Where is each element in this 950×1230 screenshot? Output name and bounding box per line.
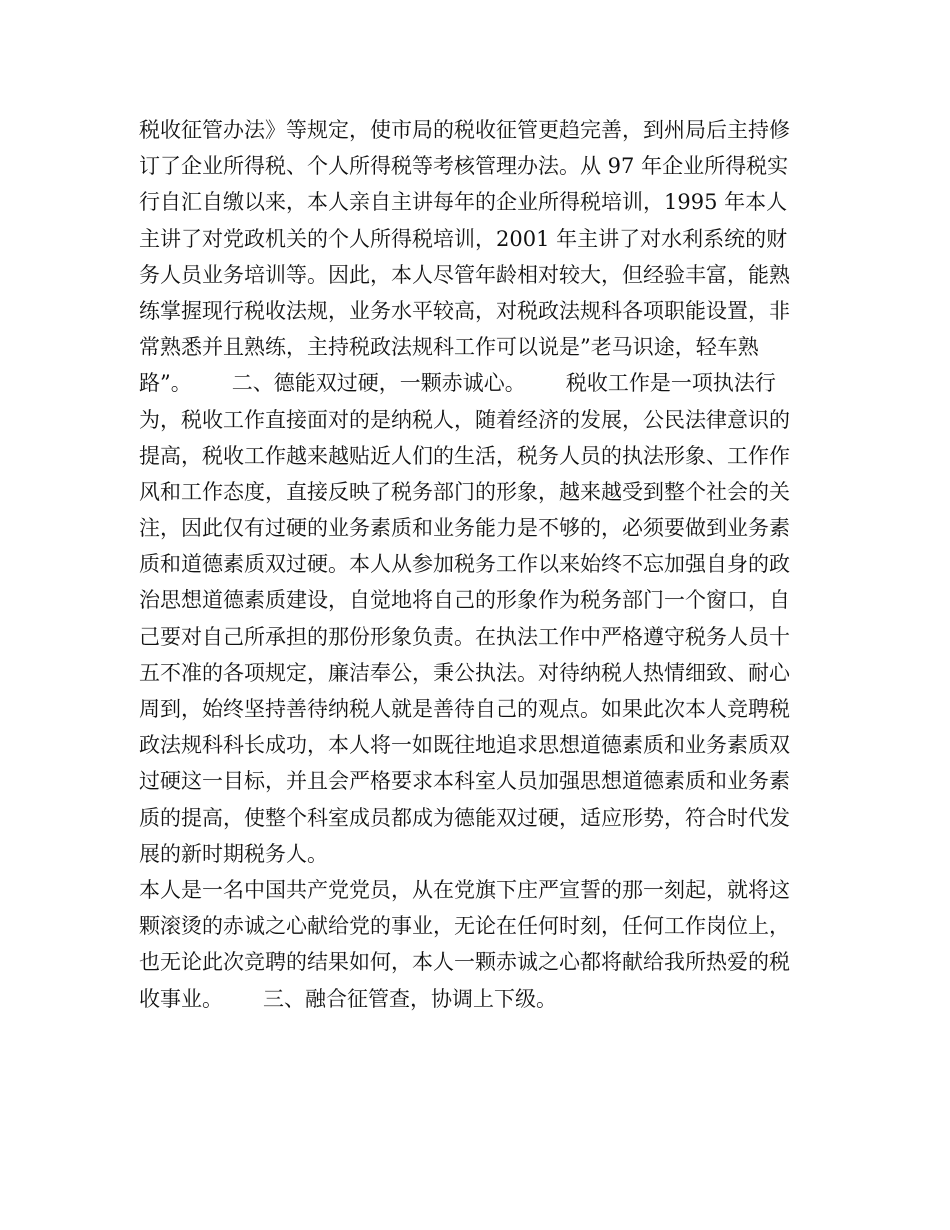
text-line: 过硬这一目标，并且会严格要求本科室人员加强思想道德素质和业务素 [139, 769, 790, 794]
text-line: 订了企业所得税、个人所得税等考核管理办法。从 97 年企业所得税实 [139, 154, 789, 179]
text-line: 为，税收工作直接面对的是纳税人，随着经济的发展，公民法律意识的 [139, 407, 790, 432]
text-line: 五不准的各项规定，廉洁奉公，秉公执法。对待纳税人热情细致、耐心 [139, 660, 790, 685]
text-line: 收事业。 三、融合征管查，协调上下级。 [139, 986, 558, 1011]
text-line: 展的新时期税务人。 [139, 841, 328, 866]
text-line: 质的提高，使整个科室成员都成为德能双过硬，适应形势，符合时代发 [139, 805, 790, 830]
text-line: 主讲了对党政机关的个人所得税培训，2001 年主讲了对水利系统的财 [139, 226, 788, 251]
text-line: 颗滚烫的赤诚之心献给党的事业，无论在任何时刻，任何工作岗位上， [139, 914, 790, 939]
text-line: 常熟悉并且熟练，主持税政法规科工作可以说是”老马识途，轻车熟 [139, 335, 759, 360]
text-line: 本人是一名中国共产党党员，从在党旗下庄严宣誓的那一刻起，就将这 [139, 877, 790, 902]
text-line: 务人员业务培训等。因此，本人尽管年龄相对较大，但经验丰富，能熟 [139, 262, 790, 287]
text-line: 周到，始终坚持善待纳税人就是善待自己的观点。如果此次本人竞聘税 [139, 697, 790, 721]
text-line: 风和工作态度，直接反映了税务部门的形象，越来越受到整个社会的关 [139, 479, 790, 504]
text-line: 政法规科科长成功，本人将一如既往地追求思想道德素质和业务素质双 [139, 733, 790, 758]
text-line: 路”。 二、德能双过硬，一颗赤诚心。 税收工作是一项执法行 [139, 371, 776, 396]
text-line: 练掌握现行税收法规，业务水平较高，对税政法规科各项职能设置，非 [139, 298, 790, 323]
text-line: 治思想道德素质建设，自觉地将自己的形象作为税务部门一个窗口，自 [139, 588, 790, 613]
text-line: 提高，税收工作越来越贴近人们的生活，税务人员的执法形象、工作作 [139, 443, 790, 468]
text-line: 行自汇自缴以来，本人亲自主讲每年的企业所得税培训，1995 年本人 [139, 190, 788, 215]
body-text [139, 112, 819, 1017]
text-line: 注，因此仅有过硬的业务素质和业务能力是不够的，必须要做到业务素 [139, 516, 790, 541]
text-line: 己要对自己所承担的那份形象负责。在执法工作中严格遵守税务人员十 [139, 624, 790, 649]
text-line: 税收征管办法》等规定，使市局的税收征管更趋完善，到州局后主持修 [139, 118, 790, 142]
text-line: 也无论此次竞聘的结果如何，本人一颗赤诚之心都将献给我所热爱的税 [139, 950, 790, 975]
text-line: 质和道德素质双过硬。本人从参加税务工作以来始终不忘加强自身的政 [139, 552, 790, 577]
